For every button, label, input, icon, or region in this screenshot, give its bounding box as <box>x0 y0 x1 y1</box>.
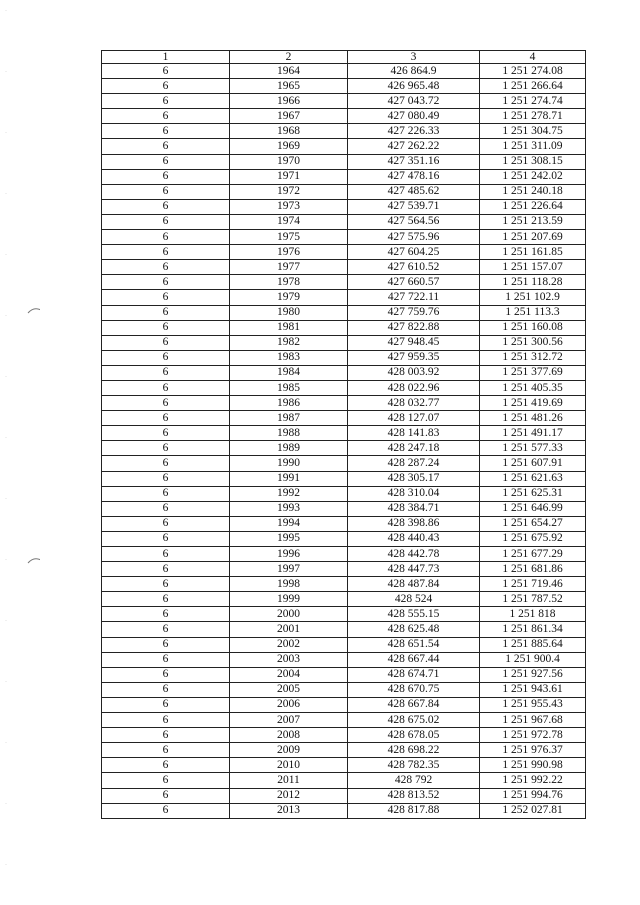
table-row <box>102 169 586 184</box>
table-cell-col-1: 6 <box>102 471 230 486</box>
table-cell-col-3: 427 478.16 <box>348 169 480 184</box>
table-cell-col-4: 1 251 102.9 <box>480 290 586 305</box>
table-cell-col-4: 1 251 654.27 <box>480 516 586 531</box>
table-cell-col-3: 427 043.72 <box>348 94 480 109</box>
column-header-1: 1 <box>102 51 230 64</box>
table-cell-col-1: 6 <box>102 335 230 350</box>
table-cell-col-2: 1991 <box>230 471 348 486</box>
table-row <box>102 592 586 607</box>
table-cell-col-1: 6 <box>102 230 230 245</box>
table-cell-col-4: 1 251 992.22 <box>480 773 586 788</box>
table-cell-col-1: 6 <box>102 184 230 199</box>
table-row <box>102 441 586 456</box>
table-cell-col-2: 1964 <box>230 64 348 79</box>
table-cell-col-2: 1995 <box>230 531 348 546</box>
table-row <box>102 411 586 426</box>
table-row <box>102 79 586 94</box>
table-cell-col-3: 428 022.96 <box>348 380 480 395</box>
table-row <box>102 275 586 290</box>
table-cell-col-2: 1997 <box>230 562 348 577</box>
table-cell-col-2: 2005 <box>230 682 348 697</box>
table-row <box>102 652 586 667</box>
table-cell-col-2: 1968 <box>230 124 348 139</box>
coordinate-table-container <box>101 50 585 819</box>
table-cell-col-2: 1992 <box>230 486 348 501</box>
table-cell-col-1: 6 <box>102 592 230 607</box>
table-cell-col-2: 2009 <box>230 743 348 758</box>
table-row <box>102 365 586 380</box>
table-row <box>102 260 586 275</box>
table-cell-col-2: 1970 <box>230 154 348 169</box>
table-cell-col-3: 427 080.49 <box>348 109 480 124</box>
table-cell-col-3: 426 965.48 <box>348 79 480 94</box>
table-cell-col-2: 2010 <box>230 758 348 773</box>
hole-punch-mark-upper <box>28 309 40 313</box>
table-cell-col-1: 6 <box>102 456 230 471</box>
table-cell-col-2: 1985 <box>230 380 348 395</box>
table-cell-col-1: 6 <box>102 788 230 803</box>
table-cell-col-4: 1 251 213.59 <box>480 214 586 229</box>
table-cell-col-2: 1984 <box>230 365 348 380</box>
table-cell-col-4: 1 251 405.35 <box>480 380 586 395</box>
table-header <box>102 51 586 64</box>
table-cell-col-3: 428 003.92 <box>348 365 480 380</box>
table-cell-col-4: 1 251 491.17 <box>480 426 586 441</box>
table-cell-col-1: 6 <box>102 396 230 411</box>
table-cell-col-1: 6 <box>102 124 230 139</box>
coordinate-table <box>101 50 586 819</box>
table-cell-col-2: 2007 <box>230 713 348 728</box>
table-cell-col-3: 428 440.43 <box>348 531 480 546</box>
table-cell-col-3: 428 384.71 <box>348 501 480 516</box>
table-cell-col-3: 427 564.56 <box>348 214 480 229</box>
table-cell-col-1: 6 <box>102 139 230 154</box>
table-row <box>102 758 586 773</box>
table-cell-col-4: 1 251 861.34 <box>480 622 586 637</box>
table-row <box>102 456 586 471</box>
table-cell-col-4: 1 251 377.69 <box>480 365 586 380</box>
table-cell-col-4: 1 251 240.18 <box>480 184 586 199</box>
table-cell-col-1: 6 <box>102 516 230 531</box>
table-cell-col-4: 1 251 675.92 <box>480 531 586 546</box>
table-cell-col-3: 427 351.16 <box>348 154 480 169</box>
table-cell-col-3: 428 651.54 <box>348 637 480 652</box>
table-cell-col-1: 6 <box>102 803 230 818</box>
scan-margin-marks <box>0 0 40 905</box>
table-cell-col-1: 6 <box>102 64 230 79</box>
table-cell-col-2: 1979 <box>230 290 348 305</box>
table-cell-col-2: 1993 <box>230 501 348 516</box>
table-row <box>102 320 586 335</box>
table-cell-col-3: 428 398.86 <box>348 516 480 531</box>
table-cell-col-2: 2012 <box>230 788 348 803</box>
table-cell-col-4: 1 251 577.33 <box>480 441 586 456</box>
table-cell-col-3: 428 247.18 <box>348 441 480 456</box>
table-cell-col-4: 1 251 157.07 <box>480 260 586 275</box>
table-cell-col-3: 428 817.88 <box>348 803 480 818</box>
table-cell-col-3: 427 822.88 <box>348 320 480 335</box>
table-cell-col-1: 6 <box>102 380 230 395</box>
table-cell-col-1: 6 <box>102 486 230 501</box>
table-cell-col-1: 6 <box>102 562 230 577</box>
table-cell-col-3: 427 539.71 <box>348 199 480 214</box>
table-row <box>102 305 586 320</box>
table-cell-col-4: 1 251 308.15 <box>480 154 586 169</box>
table-cell-col-1: 6 <box>102 773 230 788</box>
table-cell-col-1: 6 <box>102 199 230 214</box>
table-cell-col-4: 1 251 927.56 <box>480 667 586 682</box>
table-cell-col-4: 1 251 621.63 <box>480 471 586 486</box>
table-cell-col-2: 1966 <box>230 94 348 109</box>
table-cell-col-4: 1 251 304.75 <box>480 124 586 139</box>
table-row <box>102 547 586 562</box>
table-cell-col-1: 6 <box>102 260 230 275</box>
table-cell-col-1: 6 <box>102 350 230 365</box>
table-cell-col-3: 428 675.02 <box>348 713 480 728</box>
column-header-3: 3 <box>348 51 480 64</box>
table-cell-col-4: 1 251 955.43 <box>480 697 586 712</box>
table-cell-col-3: 428 442.78 <box>348 547 480 562</box>
table-row <box>102 788 586 803</box>
table-cell-col-1: 6 <box>102 667 230 682</box>
table-cell-col-4: 1 251 719.46 <box>480 577 586 592</box>
table-cell-col-3: 428 524 <box>348 592 480 607</box>
table-cell-col-2: 1986 <box>230 396 348 411</box>
table-row <box>102 199 586 214</box>
table-cell-col-2: 2004 <box>230 667 348 682</box>
table-cell-col-2: 1982 <box>230 335 348 350</box>
table-cell-col-3: 427 660.57 <box>348 275 480 290</box>
table-cell-col-4: 1 251 311.09 <box>480 139 586 154</box>
table-cell-col-2: 1978 <box>230 275 348 290</box>
table-row <box>102 531 586 546</box>
table-cell-col-2: 1971 <box>230 169 348 184</box>
table-cell-col-3: 427 610.52 <box>348 260 480 275</box>
table-cell-col-3: 427 575.96 <box>348 230 480 245</box>
table-cell-col-2: 1988 <box>230 426 348 441</box>
table-cell-col-4: 1 252 027.81 <box>480 803 586 818</box>
table-cell-col-1: 6 <box>102 758 230 773</box>
table-cell-col-2: 2008 <box>230 728 348 743</box>
table-cell-col-3: 427 759.76 <box>348 305 480 320</box>
table-cell-col-4: 1 251 161.85 <box>480 245 586 260</box>
table-cell-col-4: 1 251 625.31 <box>480 486 586 501</box>
table-cell-col-4: 1 251 677.29 <box>480 547 586 562</box>
table-cell-col-2: 1981 <box>230 320 348 335</box>
table-cell-col-1: 6 <box>102 79 230 94</box>
table-row <box>102 124 586 139</box>
table-cell-col-1: 6 <box>102 365 230 380</box>
table-cell-col-3: 428 032.77 <box>348 396 480 411</box>
table-cell-col-3: 428 813.52 <box>348 788 480 803</box>
table-row <box>102 109 586 124</box>
table-cell-col-1: 6 <box>102 713 230 728</box>
table-cell-col-4: 1 251 607.91 <box>480 456 586 471</box>
table-cell-col-3: 428 625.48 <box>348 622 480 637</box>
table-row <box>102 667 586 682</box>
table-cell-col-4: 1 251 300.56 <box>480 335 586 350</box>
table-cell-col-2: 1996 <box>230 547 348 562</box>
table-row <box>102 64 586 79</box>
table-cell-col-1: 6 <box>102 637 230 652</box>
table-row <box>102 773 586 788</box>
table-cell-col-3: 427 604.25 <box>348 245 480 260</box>
table-cell-col-2: 2011 <box>230 773 348 788</box>
table-cell-col-1: 6 <box>102 682 230 697</box>
table-cell-col-3: 428 310.04 <box>348 486 480 501</box>
header-row <box>102 51 586 64</box>
table-cell-col-4: 1 251 885.64 <box>480 637 586 652</box>
table-cell-col-4: 1 251 226.64 <box>480 199 586 214</box>
table-cell-col-1: 6 <box>102 531 230 546</box>
table-row <box>102 350 586 365</box>
table-row <box>102 471 586 486</box>
table-cell-col-3: 428 555.15 <box>348 607 480 622</box>
table-cell-col-1: 6 <box>102 547 230 562</box>
table-cell-col-1: 6 <box>102 320 230 335</box>
table-cell-col-2: 1976 <box>230 245 348 260</box>
table-cell-col-4: 1 251 274.08 <box>480 64 586 79</box>
table-cell-col-3: 428 782.35 <box>348 758 480 773</box>
table-cell-col-1: 6 <box>102 607 230 622</box>
table-cell-col-4: 1 251 312.72 <box>480 350 586 365</box>
table-cell-col-2: 1975 <box>230 230 348 245</box>
table-cell-col-4: 1 251 160.08 <box>480 320 586 335</box>
table-cell-col-3: 428 678.05 <box>348 728 480 743</box>
table-cell-col-2: 2003 <box>230 652 348 667</box>
table-row <box>102 713 586 728</box>
table-cell-col-1: 6 <box>102 411 230 426</box>
table-cell-col-1: 6 <box>102 94 230 109</box>
table-cell-col-2: 1999 <box>230 592 348 607</box>
table-row <box>102 139 586 154</box>
table-cell-col-1: 6 <box>102 214 230 229</box>
table-cell-col-4: 1 251 818 <box>480 607 586 622</box>
table-cell-col-3: 428 667.84 <box>348 697 480 712</box>
table-row <box>102 728 586 743</box>
table-cell-col-2: 2002 <box>230 637 348 652</box>
table-cell-col-3: 427 485.62 <box>348 184 480 199</box>
table-cell-col-3: 428 287.24 <box>348 456 480 471</box>
table-cell-col-2: 1967 <box>230 109 348 124</box>
table-cell-col-1: 6 <box>102 577 230 592</box>
table-cell-col-4: 1 251 681.86 <box>480 562 586 577</box>
table-cell-col-1: 6 <box>102 245 230 260</box>
table-cell-col-2: 1973 <box>230 199 348 214</box>
table-row <box>102 94 586 109</box>
table-row <box>102 230 586 245</box>
table-cell-col-2: 1994 <box>230 516 348 531</box>
table-cell-col-4: 1 251 113.3 <box>480 305 586 320</box>
table-cell-col-4: 1 251 278.71 <box>480 109 586 124</box>
table-cell-col-2: 1989 <box>230 441 348 456</box>
table-cell-col-1: 6 <box>102 501 230 516</box>
table-row <box>102 562 586 577</box>
table-cell-col-2: 1998 <box>230 577 348 592</box>
table-row <box>102 396 586 411</box>
table-cell-col-2: 1987 <box>230 411 348 426</box>
table-row <box>102 697 586 712</box>
table-cell-col-4: 1 251 990.98 <box>480 758 586 773</box>
table-cell-col-3: 427 226.33 <box>348 124 480 139</box>
table-cell-col-3: 428 127.07 <box>348 411 480 426</box>
table-cell-col-4: 1 251 976.37 <box>480 743 586 758</box>
column-header-4: 4 <box>480 51 586 64</box>
table-row <box>102 290 586 305</box>
table-cell-col-1: 6 <box>102 743 230 758</box>
table-cell-col-3: 428 487.84 <box>348 577 480 592</box>
table-cell-col-4: 1 251 972.78 <box>480 728 586 743</box>
table-cell-col-3: 428 670.75 <box>348 682 480 697</box>
table-cell-col-3: 428 674.71 <box>348 667 480 682</box>
table-row <box>102 743 586 758</box>
table-cell-col-4: 1 251 943.61 <box>480 682 586 697</box>
table-cell-col-1: 6 <box>102 305 230 320</box>
table-row <box>102 501 586 516</box>
table-cell-col-3: 428 141.83 <box>348 426 480 441</box>
table-cell-col-2: 1965 <box>230 79 348 94</box>
table-row <box>102 682 586 697</box>
table-cell-col-1: 6 <box>102 697 230 712</box>
table-cell-col-3: 428 447.73 <box>348 562 480 577</box>
table-row <box>102 380 586 395</box>
table-cell-col-2: 1990 <box>230 456 348 471</box>
table-cell-col-2: 1974 <box>230 214 348 229</box>
table-cell-col-2: 2000 <box>230 607 348 622</box>
table-row <box>102 577 586 592</box>
table-cell-col-3: 427 262.22 <box>348 139 480 154</box>
table-row <box>102 486 586 501</box>
table-row <box>102 622 586 637</box>
table-cell-col-4: 1 251 242.02 <box>480 169 586 184</box>
table-cell-col-1: 6 <box>102 441 230 456</box>
table-cell-col-1: 6 <box>102 109 230 124</box>
table-cell-col-3: 427 959.35 <box>348 350 480 365</box>
column-header-2: 2 <box>230 51 348 64</box>
table-cell-col-4: 1 251 900.4 <box>480 652 586 667</box>
table-cell-col-4: 1 251 274.74 <box>480 94 586 109</box>
table-cell-col-4: 1 251 419.69 <box>480 396 586 411</box>
table-row <box>102 637 586 652</box>
table-cell-col-3: 426 864.9 <box>348 64 480 79</box>
table-row <box>102 335 586 350</box>
table-row <box>102 426 586 441</box>
table-row <box>102 245 586 260</box>
table-cell-col-2: 1972 <box>230 184 348 199</box>
table-cell-col-1: 6 <box>102 169 230 184</box>
table-row <box>102 516 586 531</box>
table-row <box>102 214 586 229</box>
table-row <box>102 607 586 622</box>
table-cell-col-1: 6 <box>102 728 230 743</box>
table-cell-col-3: 427 948.45 <box>348 335 480 350</box>
table-cell-col-3: 427 722.11 <box>348 290 480 305</box>
table-cell-col-2: 1977 <box>230 260 348 275</box>
table-cell-col-4: 1 251 994.76 <box>480 788 586 803</box>
hole-punch-mark-lower <box>28 559 40 563</box>
table-row <box>102 184 586 199</box>
table-cell-col-3: 428 792 <box>348 773 480 788</box>
table-cell-col-2: 2001 <box>230 622 348 637</box>
table-cell-col-4: 1 251 967.68 <box>480 713 586 728</box>
table-row <box>102 154 586 169</box>
table-cell-col-4: 1 251 646.99 <box>480 501 586 516</box>
table-cell-col-2: 2006 <box>230 697 348 712</box>
table-cell-col-2: 2013 <box>230 803 348 818</box>
table-cell-col-3: 428 305.17 <box>348 471 480 486</box>
table-body <box>102 64 586 819</box>
table-cell-col-3: 428 698.22 <box>348 743 480 758</box>
table-cell-col-4: 1 251 118.28 <box>480 275 586 290</box>
table-cell-col-1: 6 <box>102 426 230 441</box>
table-cell-col-1: 6 <box>102 275 230 290</box>
table-cell-col-3: 428 667.44 <box>348 652 480 667</box>
table-cell-col-1: 6 <box>102 622 230 637</box>
table-row <box>102 803 586 818</box>
table-cell-col-4: 1 251 481.26 <box>480 411 586 426</box>
table-cell-col-4: 1 251 787.52 <box>480 592 586 607</box>
table-cell-col-4: 1 251 207.69 <box>480 230 586 245</box>
table-cell-col-1: 6 <box>102 290 230 305</box>
table-cell-col-2: 1969 <box>230 139 348 154</box>
table-cell-col-4: 1 251 266.64 <box>480 79 586 94</box>
table-cell-col-2: 1980 <box>230 305 348 320</box>
table-cell-col-2: 1983 <box>230 350 348 365</box>
table-cell-col-1: 6 <box>102 154 230 169</box>
table-cell-col-1: 6 <box>102 652 230 667</box>
